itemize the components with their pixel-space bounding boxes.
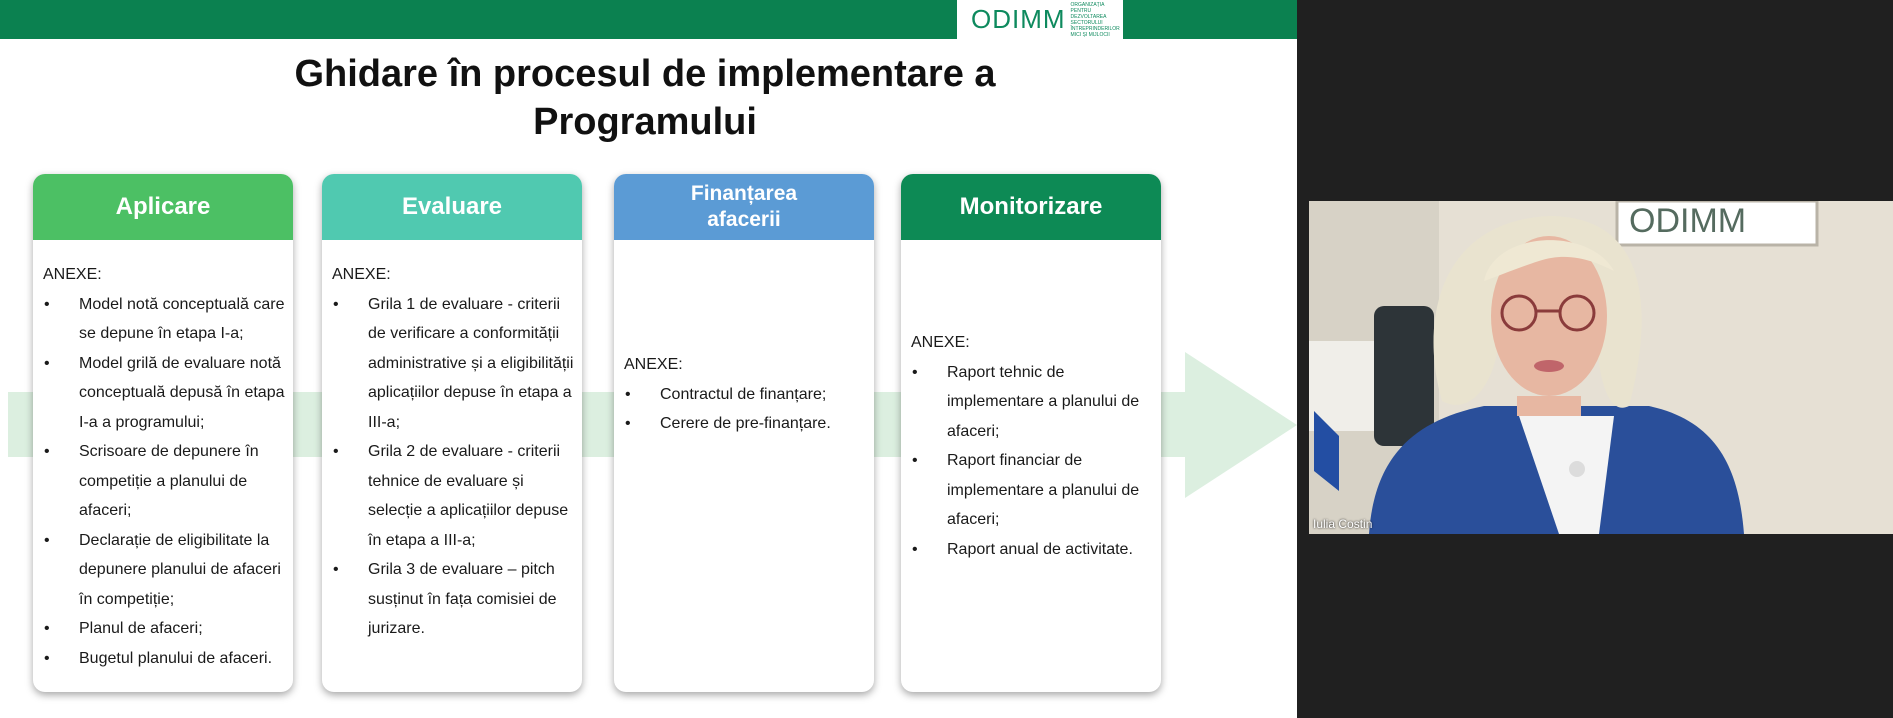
logo-mark: ODIMM — [971, 4, 1066, 34]
card-evaluare — [322, 174, 582, 692]
annex-item: • Planul de afaceri; — [43, 614, 285, 644]
card-body — [33, 240, 293, 683]
annex-item: • Grila 2 de evaluare - criterii tehnice de evaluare și selecție a aplicațiilor depuse în etapa a III-a; — [332, 437, 574, 555]
annex-item: • Bugetul planului de afaceri. — [43, 644, 285, 674]
card-title: Finanțarea afacerii — [614, 174, 874, 240]
slide-title — [200, 50, 1090, 146]
participant-video-frame — [1309, 201, 1893, 534]
card-body — [901, 240, 1161, 574]
annex-label: ANEXE: — [332, 266, 391, 283]
annex-item: • Raport tehnic de implementare a planului de afaceri; — [911, 358, 1153, 447]
background-sign-text: ODIMM — [1629, 202, 1747, 240]
annex-item: • Grila 1 de evaluare - criterii de verificare a conformității administrative și a eligibilității aplicațiilor depuse în etapa a III-a; — [332, 290, 574, 438]
annex-item: • Contractul de finanțare; — [624, 380, 866, 410]
annex-label: ANEXE: — [911, 334, 970, 351]
card-body — [614, 240, 874, 449]
annex-label: ANEXE: — [43, 266, 102, 283]
slide-title-line-2: Programului — [533, 101, 757, 143]
annex-list — [43, 290, 285, 674]
card-body — [322, 240, 582, 654]
card-monitorizare — [901, 174, 1161, 692]
odimm-logo — [957, 0, 1123, 39]
card-aplicare — [33, 174, 293, 692]
annex-item: • Model grilă de evaluare notă conceptuală depusă în etapa I-a a programului; — [43, 349, 285, 438]
annex-item: • Declarație de eligibilitate la depunere planului de afaceri în competiție; — [43, 526, 285, 615]
slide-title-line-1: Ghidare în procesul de implementare a — [294, 53, 996, 95]
card-title: Aplicare — [33, 174, 293, 240]
card-title: Evaluare — [322, 174, 582, 240]
annex-item: • Grila 3 de evaluare – pitch susținut în fața comisiei de jurizare. — [332, 555, 574, 644]
annex-item: • Raport anual de activitate. — [911, 535, 1153, 565]
annex-list — [624, 380, 866, 439]
participant-video-tile[interactable] — [1309, 201, 1893, 534]
card-title: Monitorizare — [901, 174, 1161, 240]
logo-subtitle: ORGANIZAȚIA PENTRU DEZVOLTAREA SECTORULUI ÎNTREPRINDERILOR MICI ȘI MIJLOCII — [1070, 1, 1120, 38]
card-finanțarea-afacerii — [614, 174, 874, 692]
annex-item: • Raport financiar de implementare a planului de afaceri; — [911, 446, 1153, 535]
annex-item: • Cerere de pre-finanțare. — [624, 409, 866, 439]
annex-item: • Scrisoare de depunere în competiție a planului de afaceri; — [43, 437, 285, 526]
annex-item: • Model notă conceptuală care se depune în etapa I-a; — [43, 290, 285, 349]
annex-list — [332, 290, 574, 644]
annex-label: ANEXE: — [624, 356, 683, 373]
participant-name-label: Iulia Costin — [1313, 517, 1373, 531]
annex-list — [911, 358, 1153, 565]
